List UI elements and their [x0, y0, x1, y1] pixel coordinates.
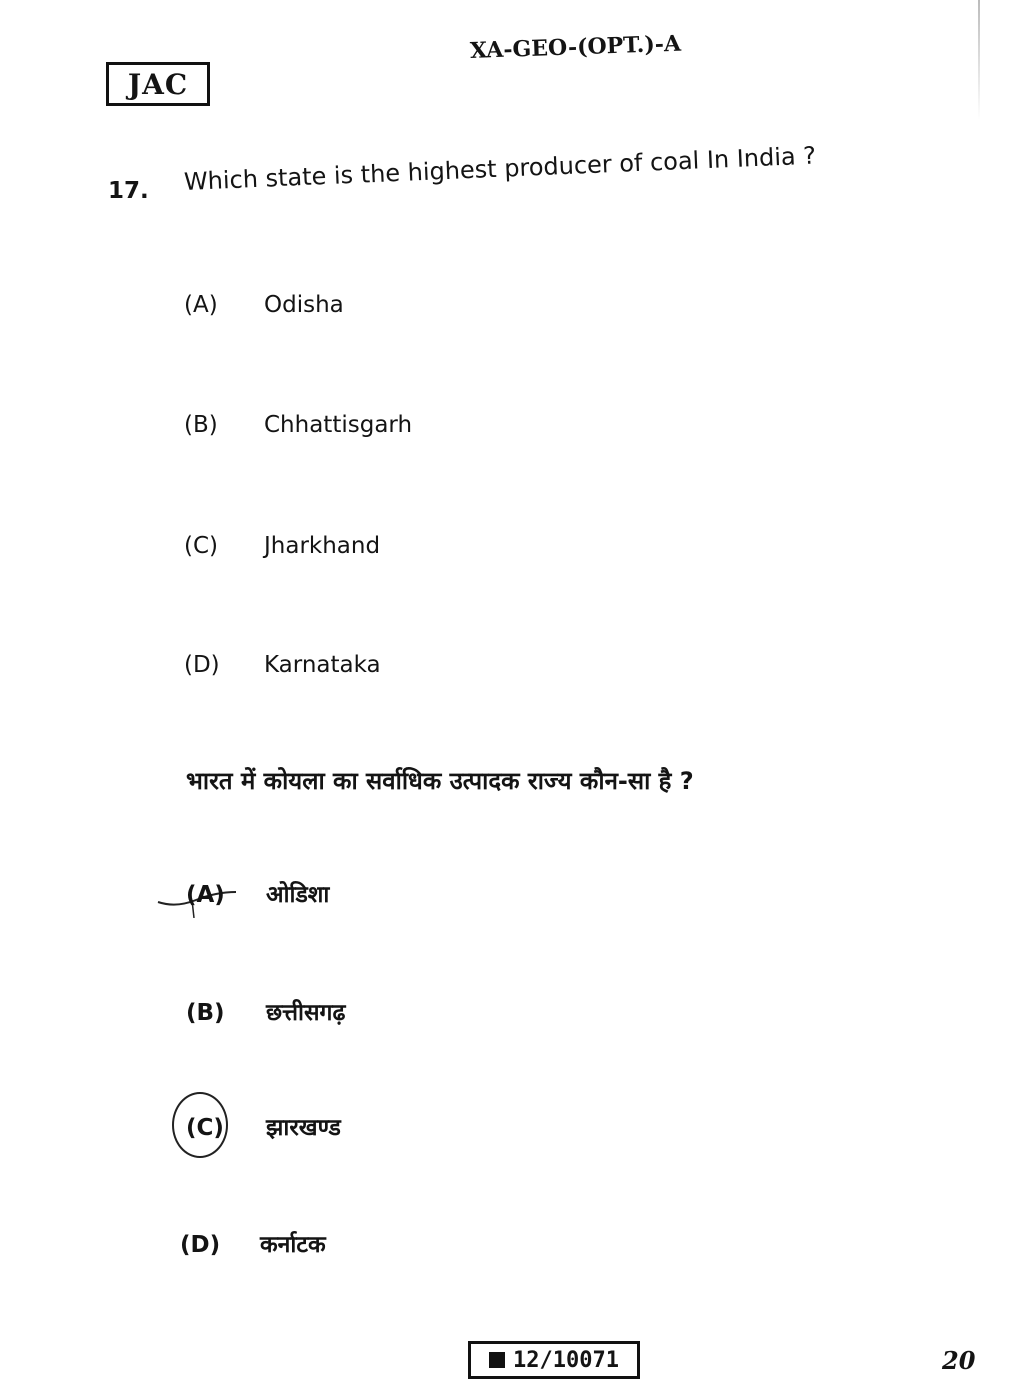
option-text: कर्नाटक: [260, 1232, 326, 1258]
option-label: (B): [186, 1000, 225, 1026]
option-text: Odisha: [264, 292, 344, 318]
option-b-hi: [186, 995, 345, 1027]
option-text: झारखण्ड: [266, 1115, 341, 1141]
option-text: छत्तीसगढ़: [266, 1000, 346, 1026]
option-label: (A): [186, 882, 225, 908]
option-b-en: [184, 412, 412, 438]
option-text: Karnataka: [264, 652, 381, 678]
option-label: (C): [184, 533, 219, 559]
page-number: 20: [942, 1346, 976, 1375]
serial-number-box: [468, 1341, 640, 1379]
option-d-en: [184, 652, 381, 678]
option-d-hi: [180, 1227, 326, 1259]
question-number: 17.: [108, 178, 149, 204]
option-text: Chhattisgarh: [264, 412, 413, 438]
page-edge-mark: [978, 0, 980, 120]
option-label: (C): [186, 1115, 224, 1141]
option-text: ओडिशा: [266, 882, 330, 908]
option-label: (B): [184, 412, 218, 438]
square-bullet-icon: [489, 1352, 505, 1368]
option-label: (A): [184, 292, 218, 318]
option-label: (D): [184, 652, 220, 678]
paper-code: XA-GEO-(OPT.)-A: [469, 30, 682, 64]
option-c-hi: [186, 1110, 341, 1142]
option-label: (D): [180, 1232, 221, 1258]
option-text: Jharkhand: [264, 533, 381, 559]
board-label-box: [106, 62, 210, 106]
option-a-hi: [186, 877, 329, 909]
serial-number: 12/10071: [513, 1347, 619, 1373]
option-c-en: [184, 533, 380, 559]
question-text-en: Which state is the highest producer of coal In India ?: [183, 141, 817, 196]
option-a-en: [184, 292, 344, 318]
board-label: JAC: [127, 67, 189, 101]
question-text-hi: भारत में कोयला का सर्वाधिक उत्पादक राज्य कौन-सा है ?: [186, 767, 694, 795]
